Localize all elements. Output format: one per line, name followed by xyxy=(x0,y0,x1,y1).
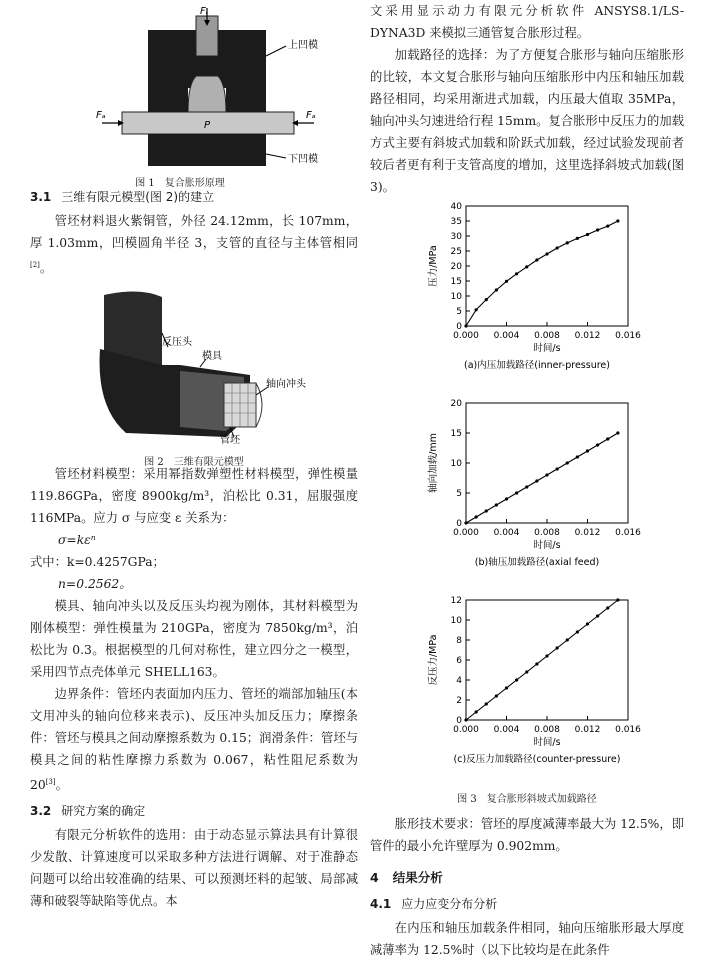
data-point xyxy=(505,280,508,283)
die-label: 模具 xyxy=(202,351,222,363)
data-point xyxy=(495,503,498,506)
axial-punch-label: 轴向冲头 xyxy=(266,379,306,391)
chart-subtitle: (c)反压力加载路径(counter-pressure) xyxy=(453,754,621,765)
x-tick-label: 0.012 xyxy=(574,725,601,735)
y-tick-label: 10 xyxy=(450,616,462,626)
equation-n-value: n=0.2562。 xyxy=(58,577,132,592)
top-force-label: Fᵢ xyxy=(200,6,208,17)
data-point xyxy=(515,678,518,681)
data-point xyxy=(525,670,528,673)
data-point xyxy=(464,718,467,721)
y-tick-label: 0 xyxy=(456,519,462,529)
fem-model-image xyxy=(30,287,358,445)
data-point xyxy=(616,219,619,222)
x-tick-label: 0.000 xyxy=(453,725,479,735)
chart-subtitle: (b)轴压加载路径(axial feed) xyxy=(474,557,600,568)
paragraph-boundary-conditions: 边界条件：管坯内表面加内压力、管坯的端部加轴压(本文用冲头的轴向位移来表示)、反压冲头加反压力；摩擦条件：管坯与模具之间动摩擦系数为 0.15；润滑条件：管坯与模具之间的粘性摩擦力系数为 0.067，粘性阻尼系数为 20[3]。 xyxy=(30,687,358,793)
y-tick-label: 15 xyxy=(450,429,462,439)
data-point xyxy=(596,614,599,617)
data-point xyxy=(545,654,548,657)
data-point xyxy=(556,467,559,470)
data-point xyxy=(566,241,569,244)
tube-label: 管坯 xyxy=(220,435,240,446)
section-3-2-heading xyxy=(30,800,358,822)
data-point xyxy=(475,308,478,311)
y-tick-label: 6 xyxy=(456,656,462,666)
right-column xyxy=(370,0,684,961)
chart-c-wrapper xyxy=(370,592,684,789)
compound-bulging-diagram xyxy=(30,6,330,166)
lower-die-label: 下凹模 xyxy=(288,154,318,165)
y-tick-label: 20 xyxy=(450,399,462,409)
lower-die-shape xyxy=(148,134,266,166)
upper-die-label: 上凹模 xyxy=(288,40,318,51)
data-point xyxy=(596,228,599,231)
figure-1 xyxy=(30,6,330,189)
y-tick-label: 5 xyxy=(456,489,462,499)
counter-punch-label: 反压头 xyxy=(162,337,192,349)
data-point xyxy=(515,491,518,494)
paragraph-ansys: 文采用显示动力有限元分析软件 ANSYS8.1/LS-DYNA3D 来模拟三通管复合胀形过程。 xyxy=(370,4,684,40)
figure-2-caption: 图 2 三维有限元模型 xyxy=(144,457,244,469)
figure-1-caption: 图 1 复合胀形原理 xyxy=(135,178,225,189)
y-tick-label: 15 xyxy=(450,277,462,287)
x-tick-label: 0.000 xyxy=(453,331,479,341)
y-tick-label: 25 xyxy=(450,247,462,257)
x-tick-label: 0.004 xyxy=(493,528,520,538)
data-point xyxy=(525,485,528,488)
x-tick-label: 0.008 xyxy=(534,331,560,341)
data-point xyxy=(566,638,569,641)
section-3-2-title: 研究方案的确定 xyxy=(61,804,146,819)
chart-b-wrapper xyxy=(370,395,684,592)
section-4-title: 结果分析 xyxy=(392,870,443,885)
inner-pressure-chart xyxy=(370,198,684,388)
x-tick-label: 0.000 xyxy=(453,528,479,538)
y-tick-label: 0 xyxy=(456,716,462,726)
y-tick-label: 30 xyxy=(450,232,462,242)
data-point xyxy=(505,497,508,500)
data-point xyxy=(535,662,538,665)
section-4-1-number: 4.1 xyxy=(370,897,392,911)
x-axis-label: 时间/s xyxy=(533,343,561,354)
section-4-1-title: 应力应变分布分析 xyxy=(401,897,498,911)
x-tick-label: 0.008 xyxy=(534,725,560,735)
plot-frame xyxy=(466,600,628,720)
x-tick-label: 0.008 xyxy=(534,528,560,538)
data-point xyxy=(485,298,488,301)
y-tick-label: 40 xyxy=(450,202,462,212)
x-axis-label: 时间/s xyxy=(533,737,561,748)
y-tick-label: 0 xyxy=(456,322,462,332)
x-tick-label: 0.004 xyxy=(493,331,520,341)
section-3-2-number: 3.2 xyxy=(30,804,52,819)
paragraph-requirements: 胀形技术要求：管坯的厚度减薄率最大为 12.5%，即管件的最小允许壁厚为 0.902mm。 xyxy=(370,817,684,853)
section-4-number: 4 xyxy=(370,870,379,885)
series-line xyxy=(466,221,618,326)
y-axis-label: 反压力/MPa xyxy=(428,634,439,686)
y-axis-label: 轴向加载/mm xyxy=(428,433,439,493)
data-point xyxy=(545,473,548,476)
data-point xyxy=(475,710,478,713)
data-point xyxy=(464,521,467,524)
right-force-label: Fₐ xyxy=(306,110,316,121)
data-point xyxy=(586,233,589,236)
data-point xyxy=(576,630,579,633)
axial-feed-chart xyxy=(370,395,684,585)
y-tick-label: 4 xyxy=(456,676,462,686)
y-tick-label: 12 xyxy=(450,596,462,606)
y-axis-label: 压力/MPa xyxy=(428,245,439,287)
data-point xyxy=(576,455,579,458)
counter-pressure-chart xyxy=(370,592,684,782)
left-force-label: Fₐ xyxy=(96,110,106,121)
x-axis-label: 时间/s xyxy=(533,540,561,551)
data-point xyxy=(606,225,609,228)
equation-power-law: σ=kεⁿ xyxy=(58,533,96,548)
pressure-label: P xyxy=(204,120,211,131)
data-point xyxy=(495,288,498,291)
data-point xyxy=(586,449,589,452)
equation-k-value: 式中：k=0.4257GPa； xyxy=(30,555,165,570)
data-point xyxy=(485,509,488,512)
data-point xyxy=(485,702,488,705)
y-tick-label: 2 xyxy=(456,696,462,706)
x-tick-label: 0.016 xyxy=(615,528,641,538)
section-3-1-title: 三维有限元模型(图 2)的建立 xyxy=(61,190,215,204)
data-point xyxy=(606,606,609,609)
data-point xyxy=(616,598,619,601)
y-tick-label: 35 xyxy=(450,217,462,227)
series-line xyxy=(466,433,618,523)
paragraph-rigid-body: 模具、轴向冲头以及反压头均视为刚体，其材料模型为刚体模型：弹性模量为 210GPa，密度为 7850kg/m³，泊松比为 0.3。根据模型的几何对称性，建立四分之一模型，采用四节点壳体单元 SHELL163。 xyxy=(30,599,358,680)
section-4-1-heading xyxy=(370,893,684,915)
y-tick-label: 10 xyxy=(450,459,462,469)
section-3-1-number: 3.1 xyxy=(30,190,52,204)
chart-subtitle: (a)内压加载路径(inner-pressure) xyxy=(464,360,610,371)
x-tick-label: 0.004 xyxy=(493,725,520,735)
x-tick-label: 0.012 xyxy=(574,331,601,341)
y-tick-label: 8 xyxy=(456,636,462,646)
y-tick-label: 10 xyxy=(450,292,462,302)
data-point xyxy=(464,324,467,327)
data-point xyxy=(545,252,548,255)
data-point xyxy=(505,686,508,689)
plot-frame xyxy=(466,206,628,326)
data-point xyxy=(596,443,599,446)
data-point xyxy=(586,622,589,625)
paragraph-material-model: 管坯材料模型：采用幂指数弹塑性材料模型，弹性模量 119.86GPa，密度 8900kg/m³，泊松比 0.31，屈服强度 116MPa。应力 σ 与应变 ε 关系为： xyxy=(30,467,358,526)
branch-bulge-shape xyxy=(188,76,226,112)
paragraph-software-selection: 有限元分析软件的选用：由于动态显示算法具有计算很少发散、计算速度可以采取多种方法进行调解、对于准静态问题可以给出较准确的结果、可以预测坯料的起皱、局部减薄和破裂等缺陷等优点。本 xyxy=(30,828,358,909)
x-tick-label: 0.016 xyxy=(615,725,641,735)
paragraph-loading-path: 加载路径的选择：为了方便复合胀形与轴向压缩胀形的比较，本文复合胀形与轴向压缩胀形中内压和轴压加载路径相同，均采用渐进式加载，内压最大值取 35MPa，轴向冲头匀速进给行程 15mm。复合胀形中反压力的加载方式主要有斜坡式加载和阶跃式加载，经过试验发现前者较后者更有利于支管高度的增加，这里选择斜坡式加载(图 3)。 xyxy=(370,48,684,194)
x-tick-label: 0.012 xyxy=(574,528,601,538)
figure-3-caption: 图 3 复合胀形斜坡式加载路径 xyxy=(457,794,597,805)
chart-a-wrapper xyxy=(370,198,684,395)
data-point xyxy=(475,515,478,518)
data-point xyxy=(525,265,528,268)
data-point xyxy=(515,272,518,275)
plot-frame xyxy=(466,403,628,523)
data-point xyxy=(576,237,579,240)
y-tick-label: 20 xyxy=(450,262,462,272)
section-4-heading xyxy=(370,867,684,889)
data-point xyxy=(535,479,538,482)
figure-2 xyxy=(30,287,358,469)
data-point xyxy=(566,461,569,464)
series-line xyxy=(466,600,618,720)
data-point xyxy=(606,437,609,440)
data-point xyxy=(556,246,559,249)
data-point xyxy=(535,258,538,261)
paragraph-stress-strain: 在内压和轴压加载条件相同，轴向压缩胀形最大厚度减薄率为 12.5%时（以下比较均是在此条件 xyxy=(370,921,684,957)
left-column xyxy=(30,0,358,912)
y-tick-label: 5 xyxy=(456,307,462,317)
data-point xyxy=(616,431,619,434)
x-tick-label: 0.016 xyxy=(615,331,641,341)
data-point xyxy=(495,694,498,697)
data-point xyxy=(556,646,559,649)
paragraph-tube-material: 管坯材料退火紫铜管，外径 24.12mm，长 107mm，厚 1.03mm，凹模圆角半径 3，支管的直径与主体管相同[2]。 xyxy=(30,214,358,276)
